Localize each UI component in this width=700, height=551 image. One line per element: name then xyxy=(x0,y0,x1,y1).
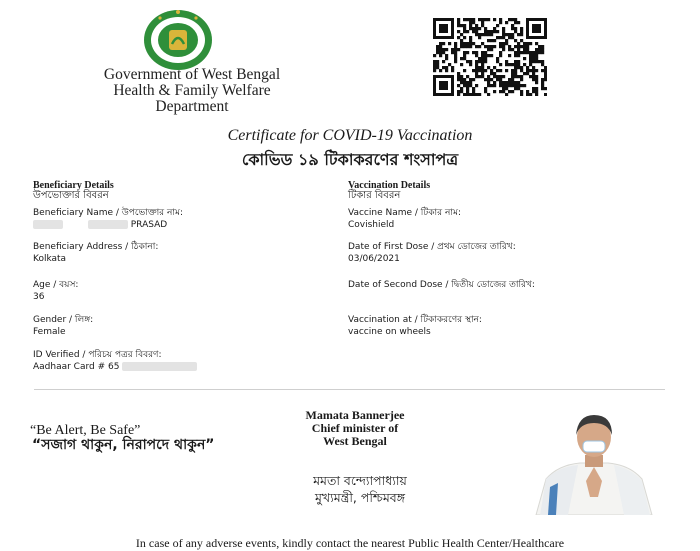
section-divider xyxy=(34,389,665,390)
beneficiary-name-label: Beneficiary Name / উপভোক্তার নাম: xyxy=(33,208,184,218)
certificate-title: Certificate for COVID-19 Vaccination xyxy=(227,127,473,144)
department-name xyxy=(62,67,322,115)
second-dose-label: Date of Second Dose / দ্বিতীয় ডোজের তারিখ: xyxy=(348,280,535,290)
department-line: Health & Family Welfare xyxy=(113,82,271,99)
department-line: Department xyxy=(155,98,229,115)
beneficiary-heading-bengali: উপভোক্তার বিবরন xyxy=(33,190,109,201)
id-verified-label: ID Verified / পরিচয় পত্রর বিবরণ: xyxy=(33,350,162,360)
id-verified-field xyxy=(33,362,197,373)
slogan-bengali: “সজাগ থাকুন, নিরাপদে থাকুন” xyxy=(32,437,215,453)
cm-bn-line: মুখ্যমন্ত্রী, পশ্চিমবঙ্গ xyxy=(314,490,406,505)
chief-minister-name xyxy=(290,409,420,448)
chief-minister-photo xyxy=(528,407,660,515)
id-verified-value: Aadhaar Card # 65 xyxy=(33,362,120,372)
department-line: Government of West Bengal xyxy=(103,66,281,83)
chief-minister-name-bengali xyxy=(280,472,440,506)
vaccination-place-value: vaccine on wheels xyxy=(348,327,431,337)
cm-line: Mamata Bannerjee xyxy=(305,408,405,422)
beneficiary-address-value: Kolkata xyxy=(33,254,67,264)
cm-bn-line: মমতা বন্দ্যোপাধ্যায় xyxy=(313,473,407,488)
footer-note: In case of any adverse events, kindly contact the nearest Public Health Center/Healthcare xyxy=(135,536,565,550)
beneficiary-name-field xyxy=(33,220,167,231)
beneficiary-name-value: PRASAD xyxy=(130,220,168,230)
age-label: Age / বয়স: xyxy=(33,280,79,290)
vaccination-heading-bengali: টিকার বিবরন xyxy=(348,190,401,201)
age-value: 36 xyxy=(33,292,45,302)
redacted-block xyxy=(88,220,128,229)
vaccine-name-label: Vaccine Name / টিকার নাম: xyxy=(348,208,461,218)
cm-line: Chief minister of xyxy=(311,421,399,435)
gender-label: Gender / লিঙ্গ: xyxy=(33,315,94,325)
first-dose-label: Date of First Dose / প্রথম ডোজের তারিখ: xyxy=(348,242,516,252)
beneficiary-heading: Beneficiary Details xyxy=(33,180,114,191)
vaccine-name-value: Covishield xyxy=(348,220,395,230)
redacted-block xyxy=(33,220,63,229)
certificate-title-bengali: কোভিড ১৯ টিকাকরণের শংসাপত্র xyxy=(241,150,459,169)
redacted-block xyxy=(122,362,197,371)
vaccination-heading: Vaccination Details xyxy=(348,180,431,191)
cm-line: West Bengal xyxy=(323,434,387,448)
vaccination-place-label: Vaccination at / টিকাকরণের স্থান: xyxy=(348,315,482,325)
west-bengal-emblem xyxy=(140,8,216,72)
first-dose-value: 03/06/2021 xyxy=(348,254,400,264)
qr-code xyxy=(433,18,547,96)
gender-value: Female xyxy=(33,327,66,337)
beneficiary-address-label: Beneficiary Address / ঠিকানা: xyxy=(33,242,159,252)
slogan: “Be Alert, Be Safe” xyxy=(30,423,141,438)
